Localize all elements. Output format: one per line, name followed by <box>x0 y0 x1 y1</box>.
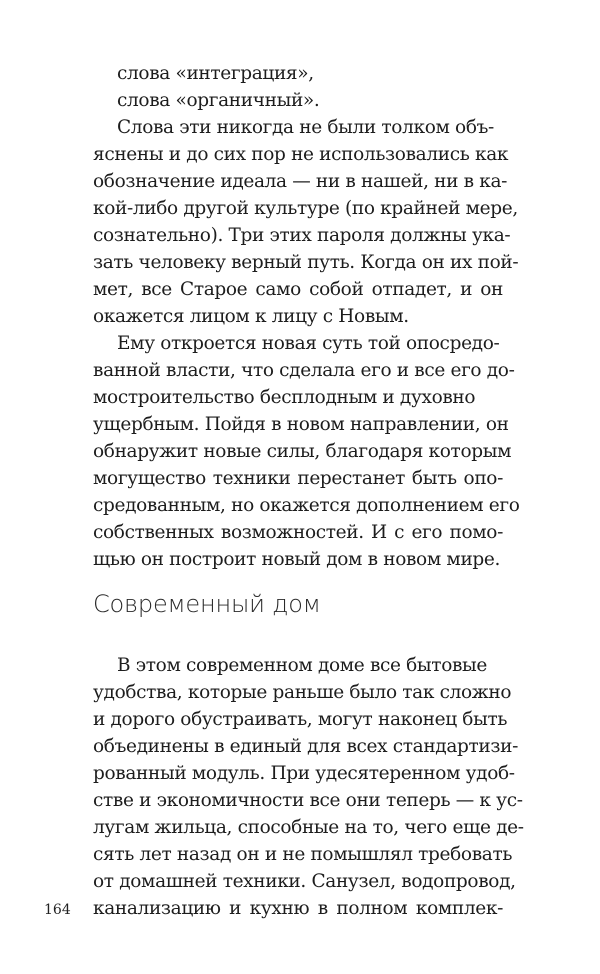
paragraph-1-line: окажется лицом к лицу с Новым. <box>93 306 409 327</box>
paragraph-2-line: могущество техники перестанет быть опо- <box>93 468 503 489</box>
paragraph-2-line: мостроительство бесплодным и духовно <box>93 387 476 408</box>
paragraph-3-line: и дорого обустраивать, могут наконец быть <box>93 709 508 730</box>
paragraph-2-line: ущербным. Пойдя в новом направлении, он <box>93 414 509 435</box>
paragraph-3-line: канализацию и кухню в полном комплек- <box>93 898 503 919</box>
text-line: слова «интеграция», <box>117 63 314 84</box>
text-line: слова «органичный». <box>117 90 320 111</box>
paragraph-1-line: яснены и до сих пор не использовались как <box>93 144 509 165</box>
paragraph-2-line: ванной власти, что сделала его и все его до- <box>93 360 515 381</box>
paragraph-3-line: рованный модуль. При удесятеренном удоб- <box>93 763 515 784</box>
page-number: 164 <box>44 902 71 918</box>
paragraph-3-line: стве и экономичности все они теперь — к ус- <box>93 790 523 811</box>
paragraph-2-line: средованным, но окажется дополнением его <box>93 495 520 516</box>
paragraph-2-line: щью он построит новый дом в новом мире. <box>93 549 501 570</box>
paragraph-3-line: В этом современном доме все бытовые <box>117 655 488 676</box>
paragraph-1-line: Слова эти никогда не были толком объ- <box>117 117 494 138</box>
paragraph-1-line: кой-либо другой культуре (по крайней мере, <box>93 198 518 219</box>
paragraph-1-line: мет, все Старое само собой отпадет, и он <box>93 279 503 300</box>
paragraph-3-line: объединены в единый для всех стандартизи- <box>93 736 518 757</box>
paragraph-3-line: от домашней техники. Санузел, водопровод, <box>93 871 516 892</box>
paragraph-1-line: сознательно). Три этих пароля должны ука- <box>93 225 511 246</box>
paragraph-3-line: удобства, которые раньше было так сложно <box>93 682 512 703</box>
paragraph-2-line: собственных возможностей. И с его помо- <box>93 522 503 543</box>
section-heading: Современный дом <box>93 590 321 618</box>
paragraph-1-line: обозначение идеала — ни в нашей, ни в ка- <box>93 171 508 192</box>
paragraph-2-line: Ему откроется новая суть той опосредо- <box>117 333 500 354</box>
paragraph-3-line: сять лет назад он и не помышлял требовать <box>93 844 513 865</box>
paragraph-3-line: лугам жильца, способные на то, чего еще де- <box>93 817 524 838</box>
paragraph-1-line: зать человеку верный путь. Когда он их пой- <box>93 252 519 273</box>
paragraph-2-line: обнаружит новые силы, благодаря которым <box>93 441 512 462</box>
